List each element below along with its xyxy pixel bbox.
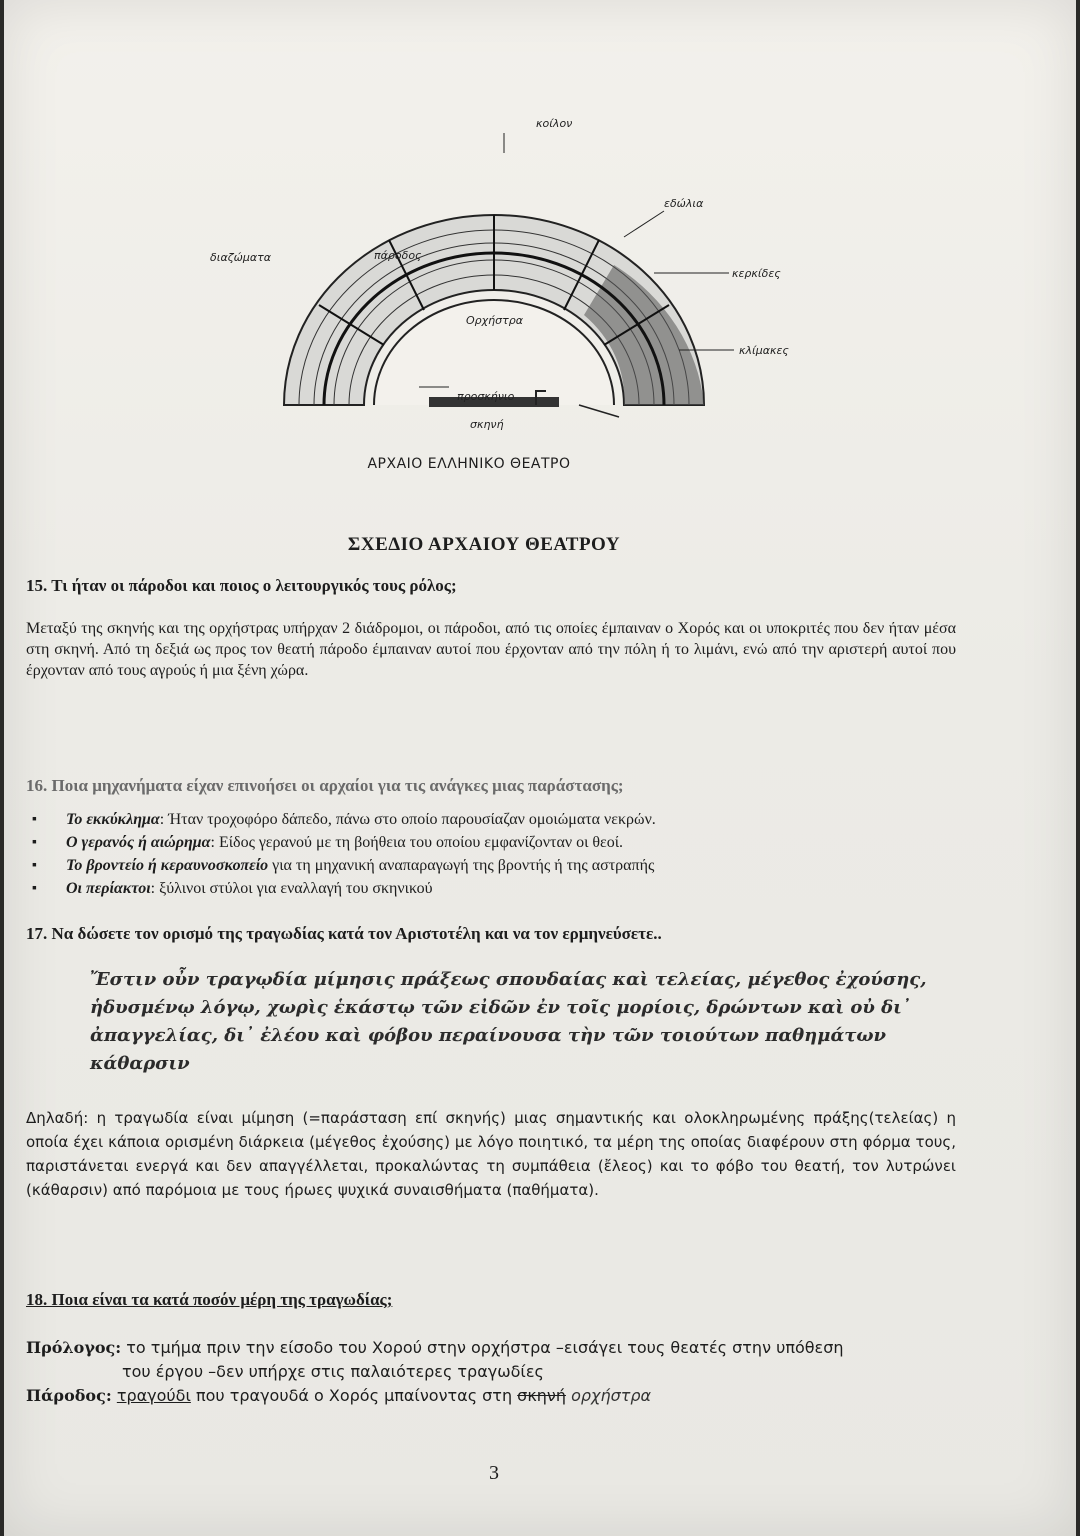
label-diazomata: διαζώματα <box>210 251 272 264</box>
parodos-entry: Πάροδος: τραγούδι που τραγουδά ο Χορός μπαίνοντας στη σκηνή ορχήστρα <box>26 1386 652 1405</box>
prologos-continuation: του έργου –δεν υπήρχε στις παλαιότερες τραγωδίες <box>122 1362 544 1381</box>
label-edolia: εδώλια <box>664 197 704 210</box>
question-17 <box>26 924 956 944</box>
question-18-title: 18. Ποια είναι τα κατά ποσόν μέρη της τραγωδίας; <box>26 1290 393 1309</box>
label-klimakes: κλίμακες <box>739 344 789 357</box>
page-title: ΣΧΕΔΙΟ ΑΡΧΑΙΟΥ ΘΕΑΤΡΟΥ <box>347 534 621 555</box>
question-15-answer: Μεταξύ της σκηνής και της ορχήστρας υπήρχαν 2 διάδρομοι, οι πάροδοι, από τις οποίες έμπαιναν ο Χορός και οι υποκριτές που δεν ήταν μέσα στη σκηνή. Από τη δεξιά ως προς τον θεατή πάροδο έμπαιναν αυτοί που έρχονταν από την πόλη ή το λιμάνι, ενώ από την αριστερή αυτοί που έρχονταν από τους αγρούς ή μια ξένη χώρα. <box>26 620 956 679</box>
list-item: ▪ Το εκκύκλημα: Ήταν τροχοφόρο δάπεδο, πάνω στο οποίο παρουσίαζαν ομοιώματα νεκρών. <box>26 808 956 831</box>
aristotle-quote: Ἔστιν οὖν τραγῳδία μίμησις πράξεως σπουδαίας καὶ τελείας, μέγεθος ἐχούσης, ἡδυσμένῳ λόγῳ, χωρὶς ἑκάστῳ τῶν εἰδῶν ἐν τοῖς μορίοις, δρώντων καὶ οὐ δι᾽ ἀπαγγελίας, δι᾽ ἐλέου καὶ φόβου περαίνουσα τὴν τῶν τοιούτων παθημάτων κάθαρσιν <box>90 969 927 1074</box>
label-proskinio: προσκήνιο <box>457 390 515 403</box>
question-17-title: 17. Να δώσετε τον ορισμό της τραγωδίας κατά τον Αριστοτέλη και να τον ερμηνεύσετε.. <box>26 924 662 943</box>
label-parodos: πάροδος <box>374 249 422 262</box>
label-orchestra: Ορχήστρα <box>466 314 523 327</box>
list-item: ▪ Οι περίακτοι: ξύλινοι στύλοι για εναλλαγή του σκηνικού <box>26 877 956 900</box>
theatre-plan-svg <box>174 105 814 445</box>
label-kerkides: κερκίδες <box>732 267 781 280</box>
prologos-entry: Πρόλογος: το τμήμα πριν την είσοδο του Χορού στην ορχήστρα –εισάγει τους θεατές στην υπόθεση <box>26 1338 844 1357</box>
definition-explanation: Δηλαδή: η τραγωδία είναι μίμηση (=παράσταση επί σκηνής) μιας σημαντικής και ολοκληρωμένης πράξης(τελείας) η οποία έχει κάποια ορισμένη διάρκεια (μέγεθος ἐχούσης) με λόγο ποιητικό, τα μέρη της οποίας διαφέρουν στη φόρμα τους, παριστάνεται ενεργά και δεν απαγγέλλεται, προκαλώντας τη συμπάθεια (ἔλεος) και το φόβο του θεατή, τον λυτρώνει (κάθαρσιν) από παρόμοια με τους ήρωες ψυχικά συναισθήματα (παθήματα). <box>26 1109 956 1199</box>
list-item: ▪ Ο γερανός ή αιώρημα: Είδος γερανού με τη βοήθεια του οποίου εμφανίζονταν οι θεοί. <box>26 831 956 854</box>
theatre-diagram <box>174 105 814 445</box>
list-item: ▪ Το βροντείο ή κεραυνοσκοπείο για τη μηχανική αναπαραγωγή της βροντής ή της αστραπής <box>26 854 956 877</box>
document-page <box>4 0 1076 1536</box>
handwritten-correction: ορχήστρα <box>571 1386 652 1405</box>
question-16-title: 16. Ποια μηχανήματα είχαν επινοήσει οι αρχαίοι για τις ανάγκες μιας παράστασης; <box>26 776 624 795</box>
machines-list <box>26 808 956 900</box>
label-skini: σκηνή <box>470 418 504 431</box>
label-koilon: κοίλον <box>536 117 573 130</box>
page-number: 3 <box>489 1462 499 1484</box>
question-15 <box>26 576 956 681</box>
question-15-title: 15. Τι ήταν οι πάροδοι και ποιος ο λειτουργικός τους ρόλος; <box>26 576 457 595</box>
question-18 <box>26 1290 956 1408</box>
question-16 <box>26 776 956 900</box>
diagram-caption: ΑΡΧΑΙΟ ΕΛΛΗΝΙΚΟ ΘΕΑΤΡΟ <box>367 456 571 472</box>
